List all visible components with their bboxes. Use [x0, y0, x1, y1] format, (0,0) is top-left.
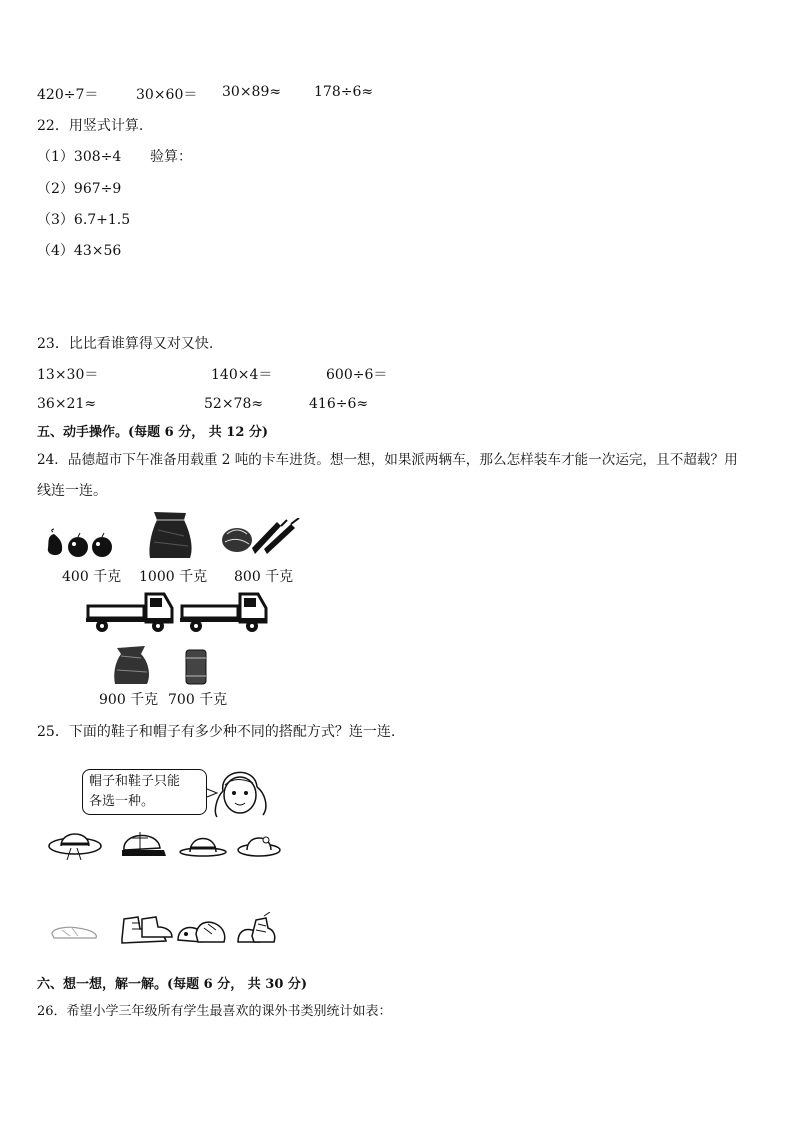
calc-item: 13×30＝: [37, 367, 99, 383]
vegetable-icon: [219, 518, 301, 556]
calc-item: 416÷6≈: [309, 396, 369, 412]
q24-text: 24．品德超市下午准备用载重 2 吨的卡车进货。想一想，如果派两辆车，那么怎样装车才能一次运完，且不超载？用: [37, 452, 738, 468]
q22-item: （4）43×56: [37, 243, 122, 259]
sneaker-icon: [176, 912, 228, 946]
fedora-icon: [178, 832, 228, 858]
calc-item: 30×89≈: [222, 84, 282, 100]
section-heading: 五、动手操作。(每题 6 分， 共 12 分): [37, 425, 269, 440]
q22-item: （3）6.7+1.5: [37, 212, 131, 228]
shoe-icon: [236, 912, 278, 946]
barrel-icon: [184, 648, 208, 686]
truck-icon: [180, 590, 268, 634]
section-heading: 六、想一想，解一解。(每题 6 分， 共 30 分): [37, 977, 308, 992]
q26-title: 26．希望小学三年级所有学生最喜欢的课外书类别统计如表：: [37, 1004, 392, 1019]
q25-title: 25．下面的鞋子和帽子有多少种不同的搭配方式？连一连.: [37, 724, 396, 740]
check-label: 验算：: [150, 149, 192, 165]
q24-text: 线连一连。: [37, 483, 107, 499]
speech-bubble: [82, 769, 207, 815]
cap-icon: [118, 828, 168, 860]
weight-label: 700 千克: [168, 692, 228, 708]
fruit-icon: [45, 528, 120, 560]
weight-label: 400 千克: [62, 569, 122, 585]
sunhat-icon: [236, 828, 282, 860]
calc-item: 420÷7＝: [37, 87, 99, 103]
girl-icon: [205, 765, 271, 821]
calc-item: 140×4＝: [211, 367, 273, 383]
bubble-line: 帽子和鞋子只能: [89, 774, 181, 789]
q23-title: 23．比比看谁算得又对又快.: [37, 336, 214, 352]
sack-icon: [146, 510, 196, 560]
boot-icon: [118, 911, 174, 947]
q22-item: （1）308÷4: [37, 149, 122, 165]
sandal-icon: [48, 920, 100, 944]
weight-label: 900 千克: [99, 692, 159, 708]
calc-item: 36×21≈: [37, 396, 97, 412]
truck-icon: [86, 590, 174, 634]
calc-item: 52×78≈: [204, 396, 264, 412]
calc-item: 178÷6≈: [314, 84, 374, 100]
bubble-line: 各选一种。: [89, 794, 155, 809]
weight-label: 800 千克: [234, 569, 294, 585]
q22-item: （2）967÷9: [37, 181, 122, 197]
calc-item: 600÷6＝: [326, 367, 388, 383]
q22-title: 22．用竖式计算.: [37, 118, 144, 134]
calc-item: 30×60＝: [136, 87, 198, 103]
bag-icon: [111, 644, 153, 686]
weight-label: 1000 千克: [139, 569, 208, 585]
hat-icon: [47, 826, 103, 862]
